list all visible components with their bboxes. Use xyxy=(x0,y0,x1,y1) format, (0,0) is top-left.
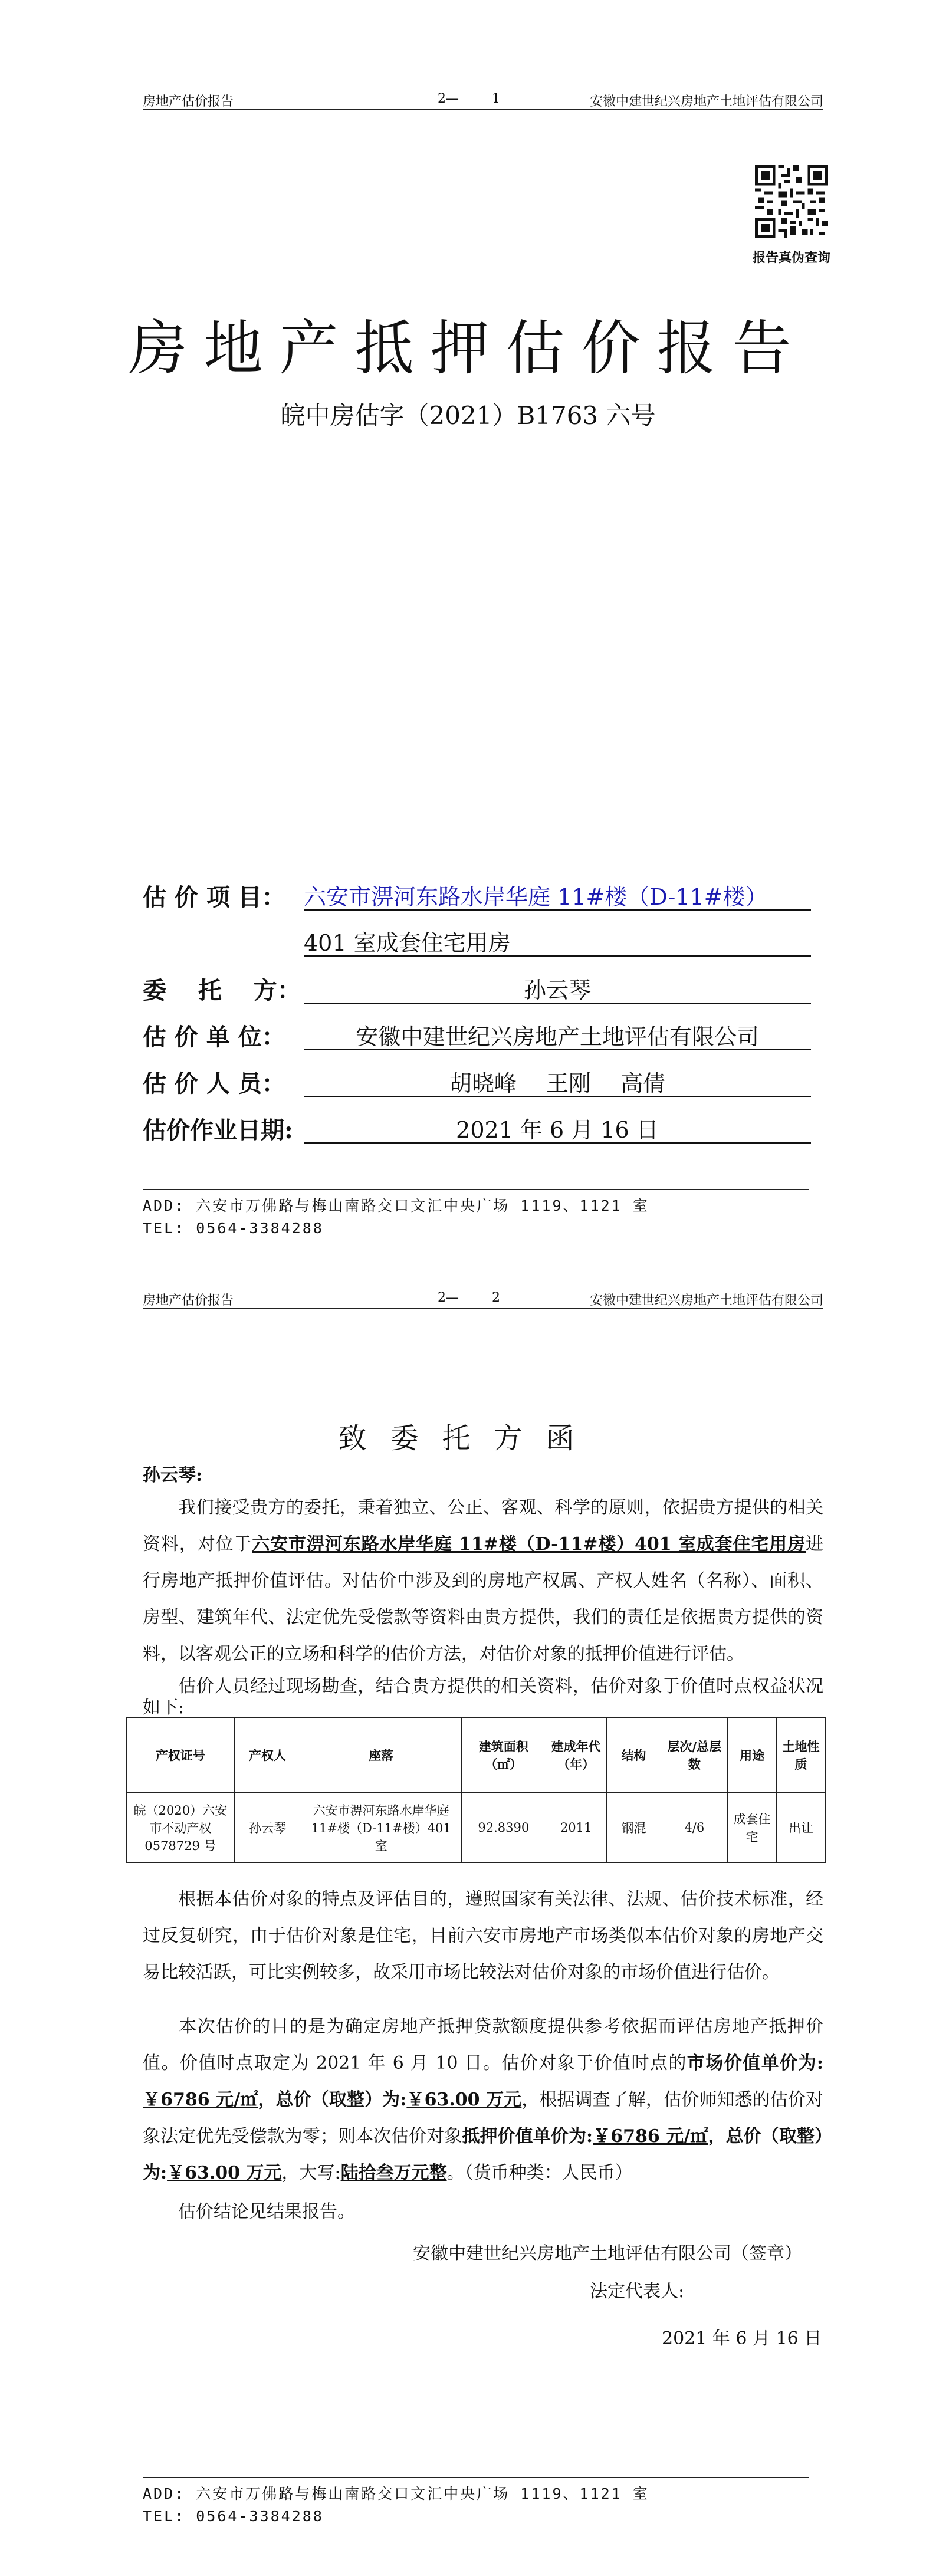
footer-address: ADD: 六安市万佛路与梅山南路交口文汇中央广场 1119、1121 室 xyxy=(143,2485,649,2502)
letter-paragraph-4 xyxy=(143,2009,823,2191)
cell-use: 成套住宅 xyxy=(728,1793,777,1863)
col-header: 产权证号 xyxy=(127,1718,235,1793)
letter-paragraph-1 xyxy=(143,1490,823,1673)
cell-cert-no: 皖（2020）六安市不动产权 0578729 号 xyxy=(127,1793,235,1863)
p4-market-unit-label: 市场价值单价为: xyxy=(687,2053,824,2074)
col-header: 用途 xyxy=(728,1718,777,1793)
field-client-value: 孙云琴 xyxy=(304,972,811,1004)
cell-floor: 4/6 xyxy=(661,1793,728,1863)
field-appraiser-company xyxy=(143,1018,285,1052)
col-header: 座落 xyxy=(301,1718,461,1793)
col-header: 层次/总层数 xyxy=(661,1718,728,1793)
qr-code-icon[interactable] xyxy=(755,165,828,238)
p1-text-a: 我们接受贵方的委托，秉着独立、公正、客观、科学的原则，依据贵方提供的相关资料，对位于 xyxy=(143,1497,823,1555)
field-client xyxy=(143,972,301,1006)
field-work-date-value: 2021 年 6 月 16 日 xyxy=(304,1112,811,1144)
table-header-row xyxy=(127,1718,826,1793)
p4-text-d: ，大写: xyxy=(281,2163,341,2183)
salutation: 孙云琴: xyxy=(143,1465,203,1486)
cell-year: 2011 xyxy=(546,1793,606,1863)
property-table xyxy=(126,1717,826,1863)
header-page-number: 2— 2 xyxy=(438,1290,500,1305)
header-page-number: 2— 1 xyxy=(438,91,500,106)
footer-rule xyxy=(143,1189,809,1190)
field-project-value-line2: 401 室成套住宅用房 xyxy=(304,925,811,957)
letter-paragraph-2 xyxy=(143,1676,823,1719)
header-right: 安徽中建世纪兴房地产土地评估有限公司 xyxy=(589,1293,823,1308)
p4-mortgage-total-label: ，总价（取整）为: xyxy=(143,2126,824,2183)
header-right: 安徽中建世纪兴房地产土地评估有限公司 xyxy=(589,94,823,109)
p4-text-a: 本次估价的目的是为确定房地产抵押贷款额度提供参考依据而评估房地产抵押价值。价值时点取定为 2021 年 6 月 10 日。估价对象于价值时点的 xyxy=(143,2016,823,2074)
field-label: 估 价 单 位： xyxy=(143,1023,285,1051)
cell-location: 六安市淠河东路水岸华庭 11#楼（D-11#楼）401 室 xyxy=(301,1793,461,1863)
col-header: 建筑面积（㎡） xyxy=(461,1718,546,1793)
p2-text: 估价人员经过现场勘查，结合贵方提供的相关资料，估价对象于价值时点权益状况如下: xyxy=(143,1676,823,1718)
page-header xyxy=(143,1290,823,1309)
p4-mortgage-unit-value: ￥6786 元/㎡ xyxy=(593,2126,708,2147)
cell-land-type: 出让 xyxy=(777,1793,826,1863)
field-appraisers xyxy=(143,1065,285,1099)
p3-text: 根据本估价对象的特点及评估目的，遵照国家有关法律、法规、估价技术标准，经过反复研究，由于估价对象是住宅，目前六安市房地产市场类似本估价对象的房地产交易比较活跃，可比实例较多，故采用市场比较法对估价对象的市场价值进行估价。 xyxy=(143,1889,823,1983)
footer-tel: TEL: 0564-3384288 xyxy=(143,2508,324,2525)
p4-text-c: ，根据调查了解，估价师知悉的估价对象法定优先受偿款为零；则本次估价对象 xyxy=(143,2089,824,2147)
letter-paragraph-3 xyxy=(143,1881,823,1991)
cell-structure: 钢混 xyxy=(606,1793,661,1863)
p4-market-unit-value: ￥6786 元/㎡ xyxy=(143,2089,258,2110)
letter-date: 2021 年 6 月 16 日 xyxy=(662,2328,822,2349)
p5-text: 估价结论见结果报告。 xyxy=(178,2202,355,2222)
field-label: 委 托 方： xyxy=(143,977,301,1004)
page-header xyxy=(143,91,823,110)
footer-address: ADD: 六安市万佛路与梅山南路交口文汇中央广场 1119、1121 室 xyxy=(143,1197,649,1214)
header-left: 房地产估价报告 xyxy=(143,94,234,109)
letter-paragraph-5 xyxy=(143,2194,823,2230)
legal-representative: 法定代表人: xyxy=(590,2281,685,2302)
p4-amount-in-words: 陆拾叁万元整 xyxy=(340,2163,447,2183)
col-header: 建成年代（年） xyxy=(546,1718,606,1793)
field-project xyxy=(143,879,285,912)
cell-owner: 孙云琴 xyxy=(234,1793,301,1863)
field-label: 估价作业日期: xyxy=(143,1116,293,1144)
report-title: 房地产抵押估价报告 xyxy=(128,314,808,383)
field-appraiser-company-value: 安徽中建世纪兴房地产土地评估有限公司 xyxy=(304,1018,811,1050)
col-header: 产权人 xyxy=(234,1718,301,1793)
p4-market-total-value: ￥63.00 万元 xyxy=(406,2089,522,2110)
letter-title: 致委托方函 xyxy=(338,1422,598,1455)
field-project-value: 六安市淠河东路水岸华庭 11#楼（D-11#楼） xyxy=(304,879,811,911)
footer-tel: TEL: 0564-3384288 xyxy=(143,1220,324,1237)
header-left: 房地产估价报告 xyxy=(143,1293,234,1308)
signer-company: 安徽中建世纪兴房地产土地评估有限公司（签章） xyxy=(413,2243,802,2264)
field-label: 估 价 人 员： xyxy=(143,1070,285,1098)
p1-text-b: 进行房地产抵押价值评估。对估价中涉及到的房地产权属、产权人姓名（名称）、面积、房型、建筑年代、法定优先受偿款等资料由贵方提供，我们的责任是依据贵方提供的资料，以客观公正的立场和科学的估价方法，对估价对象的抵押价值进行评估。 xyxy=(143,1534,824,1664)
p4-market-total-label: ，总价（取整）为: xyxy=(258,2089,407,2110)
p4-mortgage-total-value: ￥63.00 万元 xyxy=(167,2163,282,2183)
table-row xyxy=(127,1793,826,1863)
p4-mortgage-unit-label: 抵押价值单价为: xyxy=(462,2126,593,2147)
p4-text-e: 。（货币种类：人民币） xyxy=(446,2163,633,2183)
col-header: 结构 xyxy=(606,1718,661,1793)
field-label: 估 价 项 目： xyxy=(143,883,285,911)
footer-rule xyxy=(143,2477,809,2478)
col-header: 土地性质 xyxy=(777,1718,826,1793)
p1-property: 六安市淠河东路水岸华庭 11#楼（D-11#楼）401 室成套住宅用房 xyxy=(252,1534,806,1555)
document-number: 皖中房估字（2021）B1763 六号 xyxy=(280,401,656,430)
cell-area: 92.8390 xyxy=(461,1793,546,1863)
field-work-date xyxy=(143,1112,293,1145)
qr-label: 报告真伪查询 xyxy=(752,250,830,265)
field-appraisers-value: 胡晓峰 王刚 高倩 xyxy=(304,1065,811,1097)
